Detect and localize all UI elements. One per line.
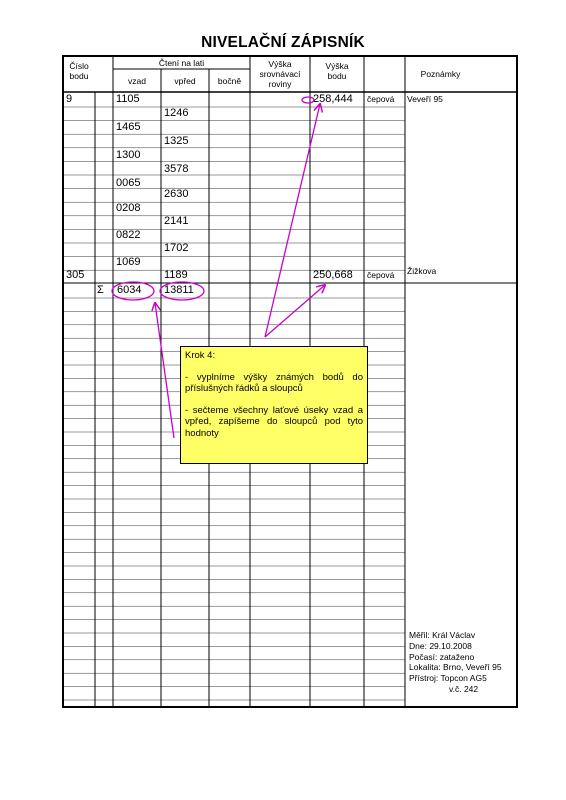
- callout-step-heights: - vyplníme výšky známých bodů do příslušných řádků a sloupců: [185, 371, 363, 394]
- header-vyska-bodu: Výška bodu: [325, 61, 349, 81]
- callout-heading: Krok 4:: [185, 350, 216, 361]
- sum-vpred: 13811: [164, 284, 194, 296]
- header-vzad: vzad: [128, 76, 146, 86]
- last-point-number: 305: [66, 269, 85, 281]
- sum-vzad: 6034: [117, 284, 142, 296]
- last-point-type: čepová: [367, 270, 395, 280]
- header-cislo-bodu: Číslo bodu: [69, 61, 89, 81]
- reading-vpred: 2141: [164, 215, 189, 227]
- first-point-number: 9: [66, 93, 73, 105]
- reading-vzad: 0822: [116, 229, 141, 241]
- measurement-info: [409, 630, 502, 695]
- step-callout: [180, 346, 368, 464]
- header-poznamky: Poznámky: [420, 69, 461, 79]
- last-point-height: 250,668: [313, 269, 353, 281]
- reading-vpred: 1702: [164, 242, 189, 254]
- reading-vpred: 1246: [164, 107, 189, 119]
- last-point-vpred: 1189: [164, 269, 188, 281]
- first-point-height: 258,444: [313, 93, 353, 105]
- reading-vzad: 0065: [116, 177, 141, 189]
- info-vc: v.č. 242: [449, 683, 479, 694]
- info-pristroj: Přístroj: Topcon AG5: [409, 673, 487, 684]
- header-bocne: bočně: [217, 76, 242, 86]
- reading-vzad: 1300: [116, 149, 141, 161]
- last-point-note: Žižkova: [407, 266, 437, 276]
- info-pocasi: Počasí: zataženo: [409, 651, 475, 662]
- first-point-note: Veveří 95: [407, 94, 443, 104]
- sum-symbol: Σ: [97, 284, 104, 296]
- reading-vzad: 1465: [116, 121, 141, 133]
- callout-step-sums: - sečteme všechny laťové úseky vzad a vpřed, zapíšeme do sloupců pod tyto hodnoty: [185, 404, 363, 439]
- header-cteni-na-lati: Čtení na lati: [158, 58, 205, 68]
- info-dne: Dne: 29.10.2008: [409, 640, 472, 651]
- first-point-vzad: 1105: [116, 93, 140, 105]
- reading-vpred: 2630: [164, 188, 189, 200]
- reading-vzad: 0208: [116, 202, 141, 214]
- header-vpred: vpřed: [174, 76, 196, 86]
- page-title: NIVELAČNÍ ZÁPISNÍK: [201, 34, 365, 51]
- reading-vpred: 3578: [164, 163, 189, 175]
- reading-vzad: 1069: [116, 256, 141, 268]
- header-vyska-srovnavaci-roviny: Výška srovnávací roviny: [259, 59, 301, 89]
- first-point-type: čepová: [367, 94, 395, 104]
- reading-vpred: 1325: [164, 135, 189, 147]
- info-meril: Měřil: Král Václav: [409, 630, 476, 640]
- info-lokalita: Lokalita: Brno, Veveří 95: [409, 662, 502, 673]
